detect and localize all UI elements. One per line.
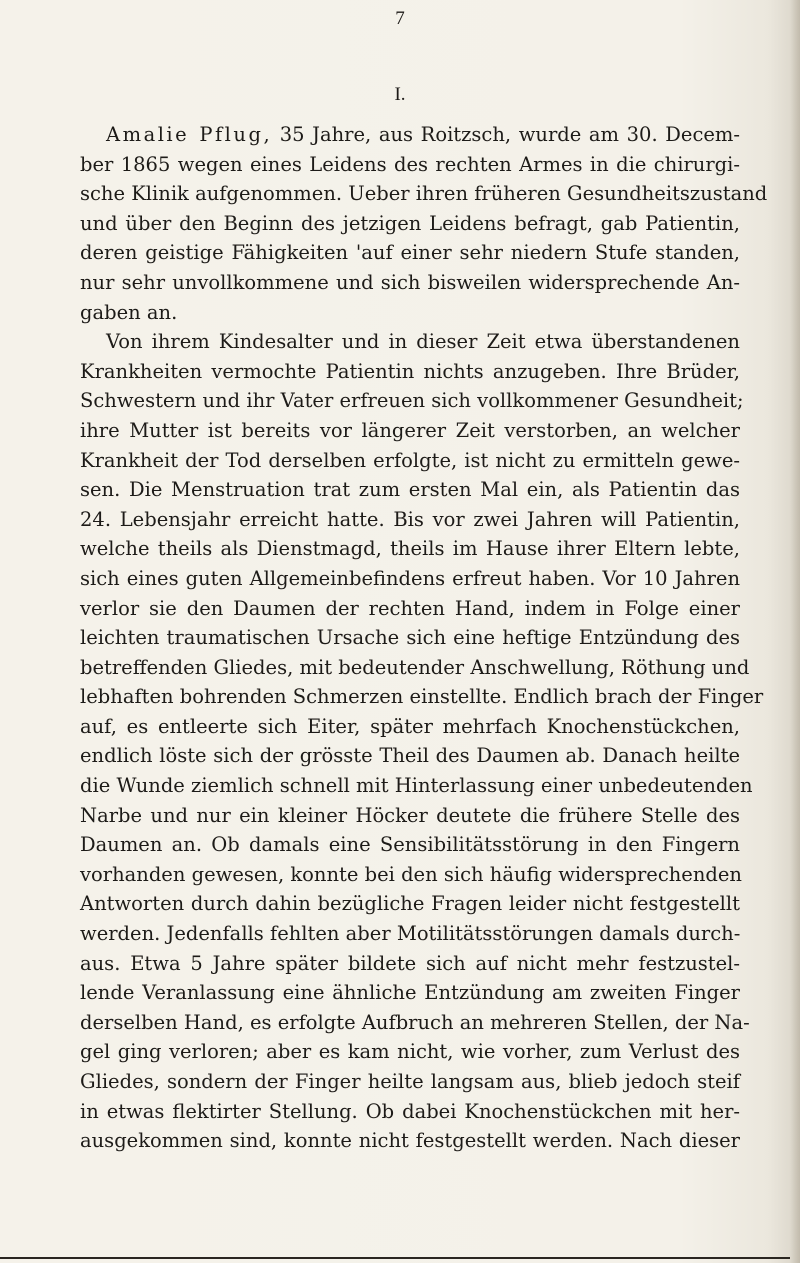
text-line: verlor sie den Daumen der rechten Hand, indem in Folge einer [80,596,740,620]
text-line: Antworten durch dahin bezügliche Fragen leider nicht festgestellt [80,892,740,916]
text-line: werden. Jedenfalls fehlten aber Motilitätsstörungen damals durch- [80,922,741,946]
text-line: deren geistige Fähigkeiten 'auf einer sehr niedern Stufe standen, [80,241,740,265]
page-number: 7 [395,8,405,29]
text-line: ihre Mutter ist bereits vor längerer Zeit verstorben, an welcher [80,418,740,442]
text-line: Gliedes, sondern der Finger heilte langsam aus, blieb jedoch steif [80,1070,740,1093]
body-text [80,120,768,1156]
text-line: gaben an. [80,300,178,324]
text-line: lebhaften bohrenden Schmerzen einstellte. Endlich brach der Finger [80,685,764,709]
section-heading: I. [394,84,406,105]
text-line: 24. Lebensjahr erreicht hatte. Bis vor zwei Jahren will Patientin, [80,507,740,531]
first-line-rest: 35 Jahre, aus Roitzsch, wurde am 30. Decem- [272,123,740,146]
text-line: in etwas flektirter Stellung. Ob dabei Knochenstückchen mit her- [80,1099,740,1123]
text-line: endlich löste sich der grösste Theil des Daumen ab. Danach heilte [80,744,740,768]
text-line: lende Veranlassung eine ähnliche Entzündung am zweiten Finger [80,981,740,1005]
text-line: betreffenden Gliedes, mit bedeutender Anschwellung, Röthung und [80,655,750,679]
text-line: ber 1865 wegen eines Leidens des rechten Armes in die chirurgi- [80,152,740,176]
text-line: derselben Hand, es erfolgte Aufbruch an mehreren Stellen, der Na- [80,1010,750,1034]
text-line: welche theils als Dienstmagd, theils im Hause ihrer Eltern lebte, [80,537,740,561]
text-line: Krankheit der Tod derselben erfolgte, ist nicht zu ermitteln gewe- [80,448,740,472]
text-line-first [80,120,740,150]
text-line: leichten traumatischen Ursache sich eine heftige Entzündung des [80,626,740,650]
text-line: gel ging verloren; aber es kam nicht, wie vorher, zum Verlust des [80,1040,740,1064]
text-line: nur sehr unvollkommene und sich bisweilen widersprechende An- [80,270,740,294]
text-line: aus. Etwa 5 Jahre später bildete sich auf nicht mehr festzustel- [80,951,740,975]
page-bottom-edge [0,1257,790,1259]
text-line: sich eines guten Allgemeinbefindens erfreut haben. Vor 10 Jahren [80,566,740,590]
text-line: ausgekommen sind, konnte nicht festgestellt werden. Nach dieser [80,1129,740,1153]
text-line: Narbe und nur ein kleiner Höcker deutete die frühere Stelle des [80,803,740,827]
patient-name: Amalie Pflug, [106,123,273,146]
text-line: Schwestern und ihr Vater erfreuen sich vollkommener Gesundheit; [80,389,744,413]
text-line: sche Klinik aufgenommen. Ueber ihren früheren Gesundheitszustand [80,182,768,206]
text-line: sen. Die Menstruation trat zum ersten Mal ein, als Patientin das [80,478,740,502]
text-line-first: Von ihrem Kindesalter und in dieser Zeit etwa überstandenen [106,330,740,354]
text-line: vorhanden gewesen, konnte bei den sich häufig widersprechenden [80,862,742,886]
text-line: auf, es entleerte sich Eiter, später mehrfach Knochenstückchen, [80,714,740,738]
text-line: Daumen an. Ob damals eine Sensibilitätsstörung in den Fingern [80,833,740,857]
text-line: die Wunde ziemlich schnell mit Hinterlassung einer unbedeutenden [80,774,753,798]
text-line: Krankheiten vermochte Patientin nichts anzugeben. Ihre Brüder, [80,359,740,383]
text-line: und über den Beginn des jetzigen Leidens befragt, gab Patientin, [80,211,740,235]
page-edge-shadow [790,0,800,1263]
